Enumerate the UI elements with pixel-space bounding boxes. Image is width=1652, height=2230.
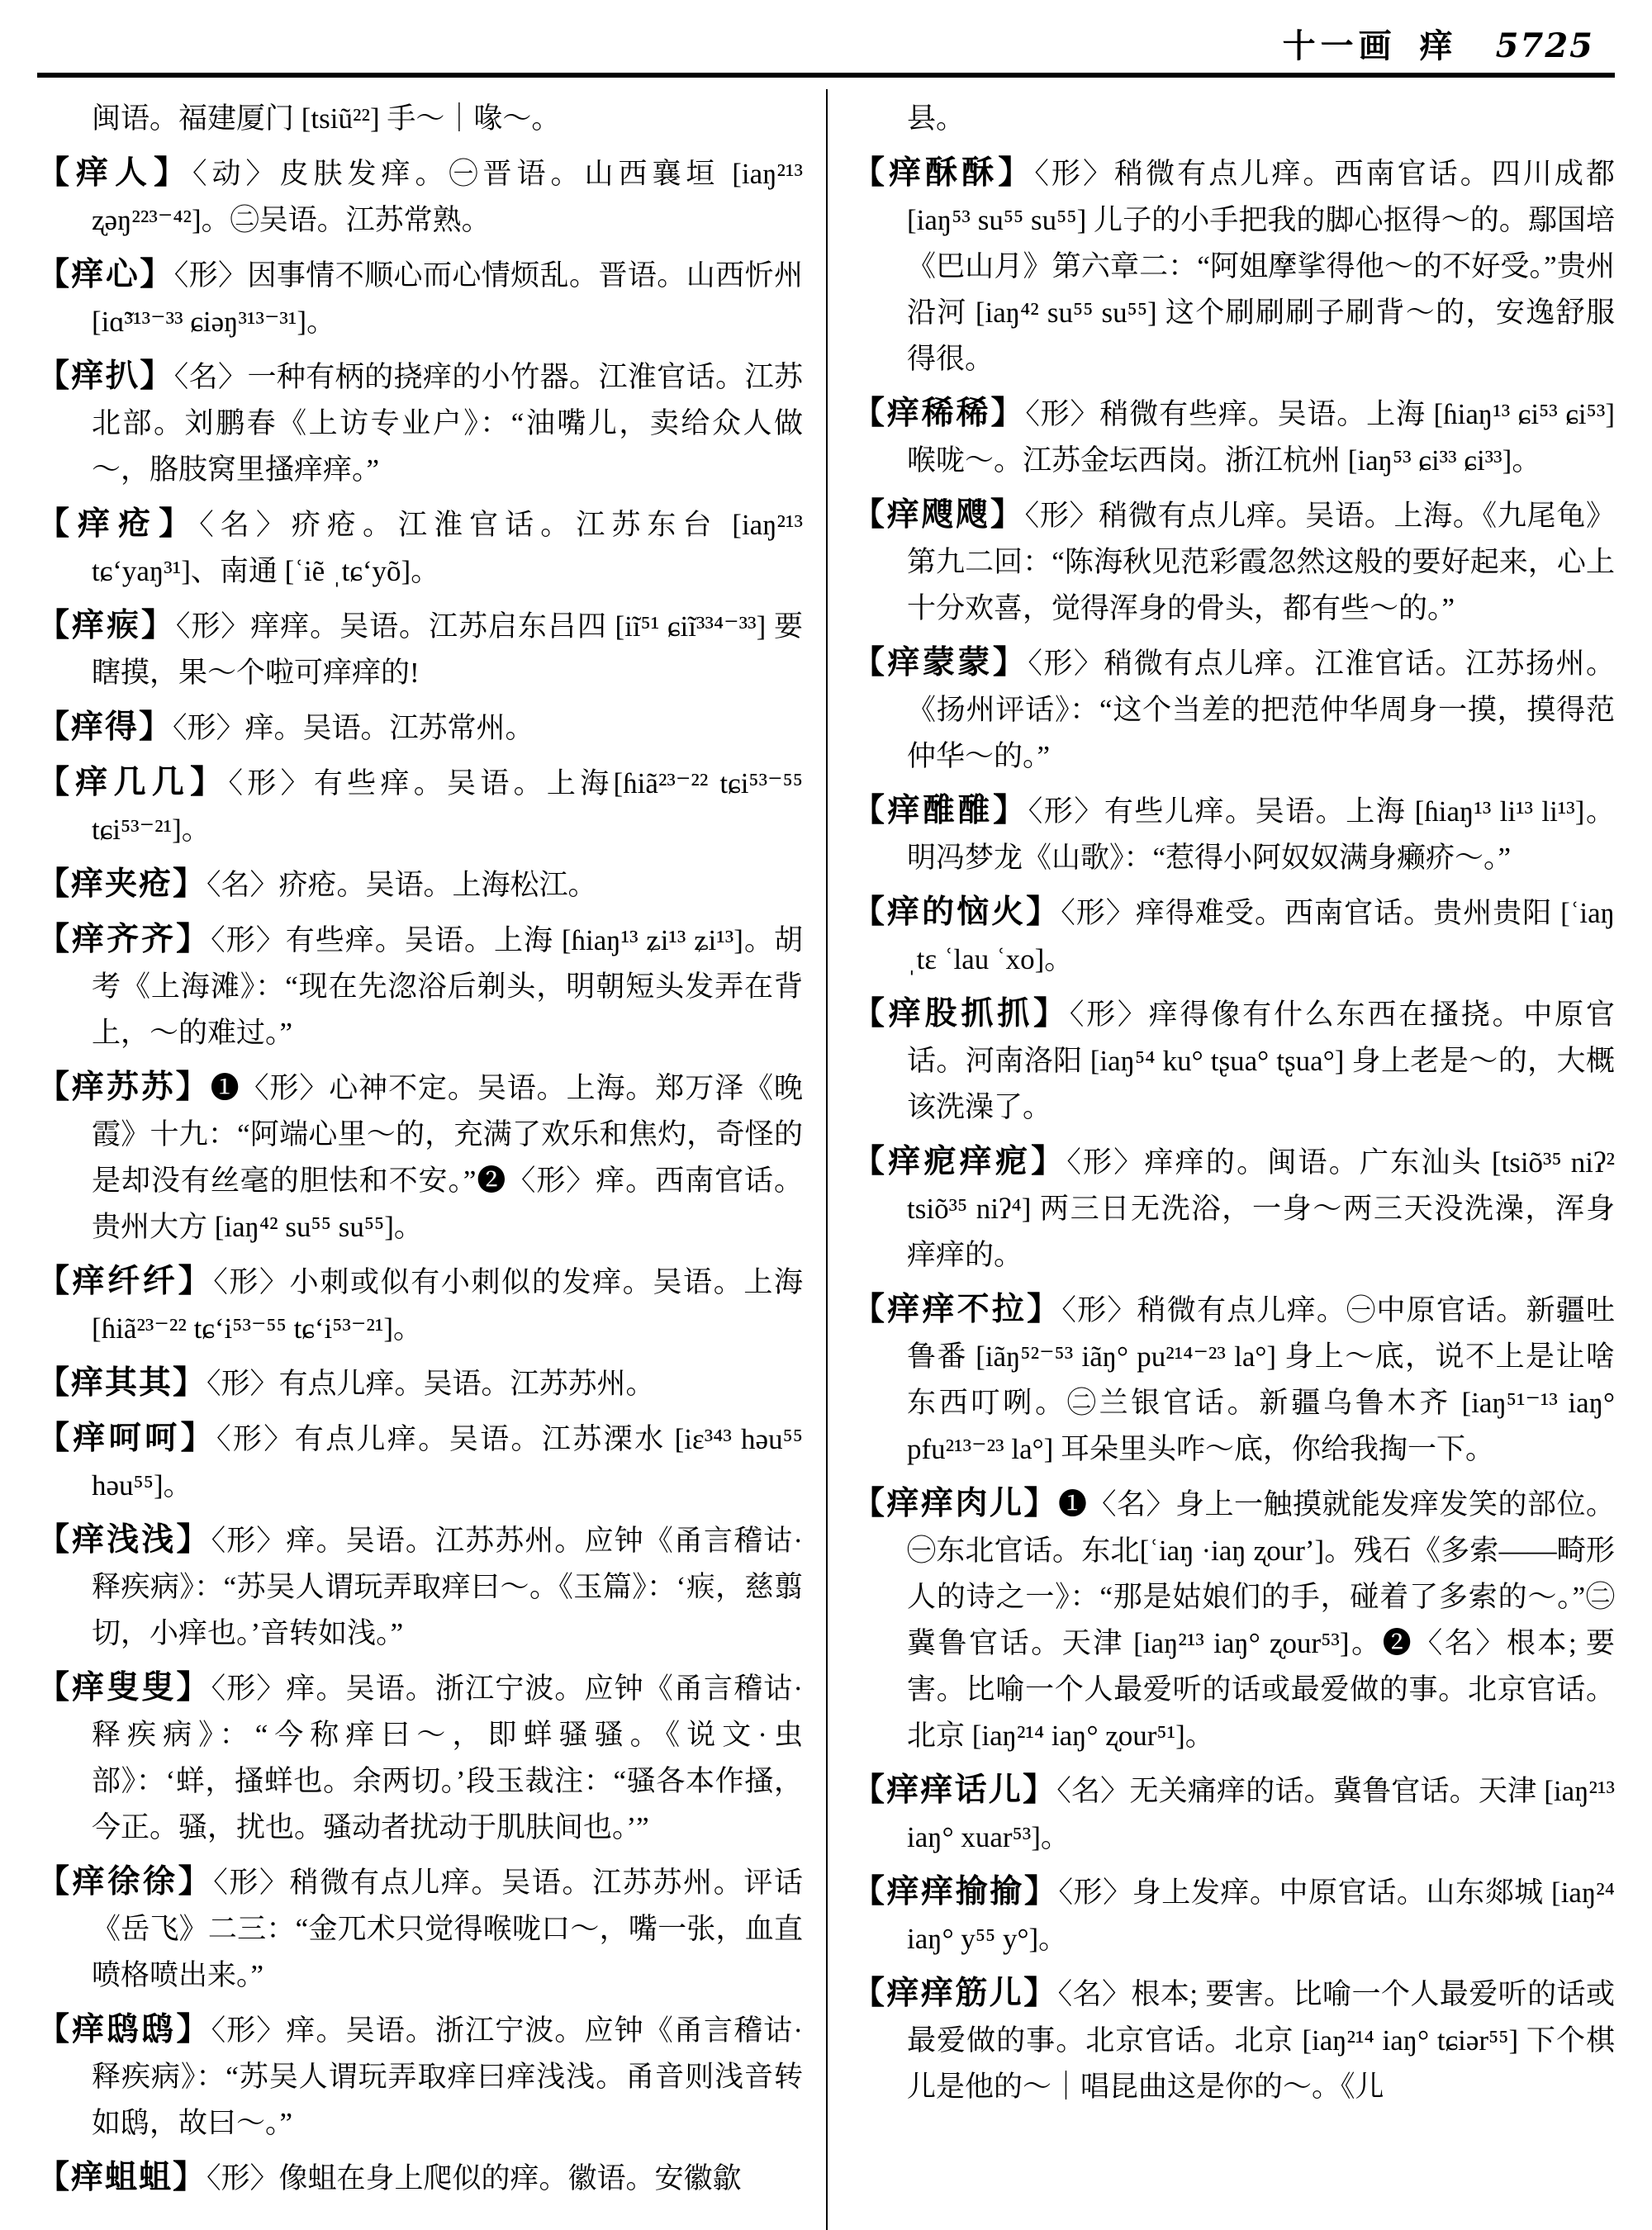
dict-entry bbox=[37, 2155, 803, 2202]
dict-entry bbox=[37, 2007, 803, 2147]
dict-entry bbox=[37, 760, 803, 853]
entry-body: 〈形〉有点儿痒。吴语。江苏溧水 [iɛ³⁴³ həu⁵⁵ həu⁵⁵]。 bbox=[92, 1423, 803, 1502]
dict-entry bbox=[852, 640, 1615, 780]
entry-headword: 【痒扒】 bbox=[37, 358, 174, 394]
running-head bbox=[1283, 20, 1594, 67]
entry-body: 〈形〉痒得难受。西南官话。贵州贵阳 [ʿiaŋ ˌtɛ ʿlau ʿxo]。 bbox=[907, 897, 1615, 975]
entry-headword: 【痒呵呵】 bbox=[37, 1421, 216, 1456]
dict-entry bbox=[37, 1065, 803, 1250]
entry-body: 〈形〉痒。吴语。浙江宁波。应钟《甬言稽诂·释疾病》：“今称痒曰～，即蛘骚骚。《说文·虫部》：‘蛘，搔蛘也。余两切。’段玉裁注：“骚各本作搔，今正。骚，扰也。骚动者扰动于肌肤间也。’” bbox=[92, 1672, 803, 1843]
dict-entry bbox=[852, 991, 1615, 1131]
left-column bbox=[37, 89, 826, 2230]
dict-entry bbox=[37, 1259, 803, 1352]
entry-headword: 【痒痒话儿】 bbox=[852, 1772, 1057, 1808]
dict-entry bbox=[852, 1869, 1615, 1962]
entry-body: 〈形〉稍微有点儿痒。吴语。上海。《九尾龟》第九二回：“陈海秋见范彩霞忽然这般的要好起来，心上十分欢喜，觉得浑身的骨头，都有些～的。” bbox=[907, 500, 1615, 624]
dict-entry bbox=[37, 353, 803, 493]
entry-body: 〈形〉痒得像有什么东西在搔挠。中原官话。河南洛阳 [iaŋ⁵⁴ ku° tʂua° tʂua°] 身上老是～的，大概该洗澡了。 bbox=[907, 999, 1615, 1123]
entry-body: 〈形〉痒。吴语。江苏苏州。应钟《甬言稽诂·释疾病》：“苏吴人谓玩弄取痒曰～。《玉篇》：‘𤶥，慈翦切，小痒也。’音转如浅。” bbox=[92, 1525, 803, 1649]
running-head-section: 十一画 bbox=[1282, 27, 1397, 64]
entry-body: ❶〈形〉心神不定。吴语。上海。郑万泽《晚霞》十九：“阿端心里～的，充满了欢乐和焦灼，奇怪的是却没有丝毫的胆怯和不安。”❷〈形〉痒。西南官话。贵州大方 [iaŋ⁴² su⁵⁵ su⁵⁵]。 bbox=[92, 1072, 803, 1243]
entry-body: 〈名〉根本; 要害。比喻一个人最爱听的话或最爱做的事。北京官话。北京 [iaŋ²¹⁴ iaŋ° tɕiər⁵⁵] 下个棋儿是他的～｜唱昆曲这是你的～。《儿 bbox=[907, 1978, 1615, 2103]
entry-headword: 【痒痆痒痆】 bbox=[852, 1144, 1067, 1179]
dict-entry bbox=[37, 150, 803, 244]
dict-entry bbox=[852, 890, 1615, 983]
entry-headword: 【痒徐徐】 bbox=[37, 1864, 214, 1900]
entry-body: 〈形〉痒痒的。闽语。广东汕头 [tsiõ³⁵ niʔ² tsiõ³⁵ niʔ⁴] 两三日无洗浴，一身～两三天没洗澡，浑身痒痒的。 bbox=[907, 1146, 1615, 1271]
entry-body: 〈形〉稍微有些痒。吴语。上海 [ɦiaŋ¹³ ɕi⁵³ ɕi⁵³] 喉咙～。江苏金坛西岗。浙江杭州 [iaŋ⁵³ ɕi³³ ɕi³³]。 bbox=[907, 398, 1615, 477]
dict-entry bbox=[37, 705, 803, 752]
entry-headword: 【痒痒不拉】 bbox=[852, 1292, 1062, 1327]
entry-headword: 【痒纤纤】 bbox=[37, 1264, 214, 1299]
entry-body: 〈形〉痒。吴语。浙江宁波。应钟《甬言稽诂·释疾病》：“苏吴人谓玩弄取痒曰痒浅浅。甬音则浅音转如鸱，故曰～。” bbox=[92, 2014, 803, 2139]
text-columns bbox=[37, 89, 1615, 2230]
entry-body: 〈形〉有些儿痒。吴语。上海 [ɦiaŋ¹³ li¹³ li¹³]。明冯梦龙《山歌》：“惹得小阿奴奴满身癞疥～。” bbox=[907, 795, 1615, 874]
entry-headword: 【痒浅浅】 bbox=[37, 1522, 211, 1558]
dict-entry bbox=[852, 1971, 1615, 2110]
entry-headword: 【痒鸱鸱】 bbox=[37, 2012, 211, 2047]
entry-body: 〈形〉痒痒。吴语。江苏启东吕四 [iĩ⁵¹ ɕiĩ³³⁴⁻³³] 要瞎摸，果～个啦可痒痒的! bbox=[92, 610, 803, 689]
dict-entry bbox=[852, 1767, 1615, 1861]
dict-entry bbox=[852, 1139, 1615, 1279]
entry-body: ❶〈名〉身上一触摸就能发痒发笑的部位。㊀东北官话。东北[ʿiaŋ ·iaŋ ʐourʼ]。残石《多索——畸形人的诗之一》：“那是姑娘们的手，碰着了多索的～。”㊁冀鲁官话。天津 [iaŋ²¹³ iaŋ° ʐour⁵³]。❷〈名〉根本; 要害。比喻一个人最爱听的话或最爱做的事。北京官话。北京 [iaŋ²¹⁴ iaŋ° ʐour⁵¹]。 bbox=[907, 1488, 1615, 1752]
entry-body: 〈形〉稍微有点儿痒。江淮官话。江苏扬州。《扬州评话》：“这个当差的把范仲华周身一摸，摸得范仲华～的。” bbox=[907, 648, 1615, 772]
dict-entry bbox=[852, 788, 1615, 881]
entry-headword: 【痒稀稀】 bbox=[852, 396, 1026, 431]
entry-headword: 【痒齐齐】 bbox=[37, 922, 211, 957]
entry-headword: 【痒𤶥】 bbox=[37, 608, 176, 643]
entry-headword: 【痒痒筋儿】 bbox=[852, 1976, 1058, 2011]
dict-entry bbox=[852, 1481, 1615, 1759]
entry-body: 〈形〉有点儿痒。吴语。江苏苏州。 bbox=[206, 1368, 655, 1400]
entry-headword: 【痒醀醀】 bbox=[852, 793, 1028, 828]
entry-body: 〈形〉稍微有点儿痒。西南官话。四川成都 [iaŋ⁵³ su⁵⁵ su⁵⁵] 儿子的小手把我的脚心抠得～的。鄢国培《巴山月》第六章二：“阿姐摩挲得他～的不好受。”贵州沿河 [iaŋ⁴² su⁵⁵ su⁵⁵] 这个刷刷刷子刷背～的，安逸舒服得很。 bbox=[907, 158, 1615, 375]
entry-headword: 【痒苏苏】 bbox=[37, 1070, 211, 1105]
entry-body: 〈名〉一种有柄的挠痒的小竹器。江淮官话。江苏北部。刘鹏春《上访专业户》：“油嘴儿，卖给众人做～，胳肢窝里搔痒痒。” bbox=[92, 361, 803, 486]
dict-entry bbox=[37, 861, 803, 909]
entry-body: 〈形〉小刺或似有小刺似的发痒。吴语。上海 [ɦiã²³⁻²² tɕ‘i⁵³⁻⁵⁵ tɕ‘i⁵³⁻²¹]。 bbox=[92, 1266, 803, 1345]
dict-entry bbox=[37, 1517, 803, 1657]
entry-body: 〈形〉有些痒。吴语。上海 [ɦiaŋ¹³ ʑi¹³ ʑi¹³]。胡考《上海滩》：“现在先淴浴后剃头，明朝短头发弄在背上，～的难过。” bbox=[92, 924, 803, 1049]
entry-headword: 【痒得】 bbox=[37, 709, 173, 745]
entry-headword: 【痒疮】 bbox=[37, 506, 200, 542]
entry-headword: 【痒酥酥】 bbox=[852, 155, 1035, 191]
dict-entry bbox=[37, 603, 803, 696]
entry-headword: 【痒的恼火】 bbox=[852, 894, 1061, 930]
entry-body: 〈动〉皮肤发痒。㊀晋语。山西襄垣 [iaŋ²¹³ ʐəŋ²²³⁻⁴²]。㊁吴语。江苏常熟。 bbox=[92, 158, 803, 236]
entry-body: 〈形〉像蛆在身上爬似的痒。徽语。安徽歙 bbox=[206, 2162, 742, 2194]
entry-headword: 【痒心】 bbox=[37, 257, 174, 292]
entry-body: 〈形〉痒。吴语。江苏常州。 bbox=[173, 712, 534, 744]
continuation-line: 县。 bbox=[907, 102, 966, 135]
dict-entry bbox=[852, 150, 1615, 382]
dict-entry bbox=[37, 501, 803, 595]
entry-body: 〈名〉疥疮。江淮官话。江苏东台 [iaŋ²¹³ tɕ‘yaŋ³¹]、南通 [ʿiẽ ˌtɕ‘yõ]。 bbox=[92, 509, 803, 587]
entry-body: 〈形〉身上发痒。中原官话。山东郯城 [iaŋ²⁴ iaŋ° y⁵⁵ y°]。 bbox=[907, 1877, 1615, 1955]
running-head-character: 痒 bbox=[1419, 27, 1458, 64]
dict-entry bbox=[852, 391, 1615, 484]
entry-headword: 【痒夹疮】 bbox=[37, 866, 207, 902]
entry-body: 〈名〉疥疮。吴语。上海松江。 bbox=[206, 869, 597, 901]
entry-body: 〈形〉因事情不顺心而心情烦乱。晋语。山西忻州 [iɑ̃³¹³⁻³³ ɕiəŋ³¹³⁻³¹]。 bbox=[92, 259, 803, 338]
header-rule bbox=[37, 73, 1615, 78]
entry-headword: 【痒痒肉儿】 bbox=[852, 1486, 1058, 1521]
dict-entry bbox=[37, 1665, 803, 1851]
entry-body: 〈形〉稍微有点儿痒。㊀中原官话。新疆吐鲁番 [iãŋ⁵²⁻⁵³ iãŋ° pu²¹⁴⁻²³ la°] 身上～底，说不上是让啥东西叮咧。㊁兰银官话。新疆乌鲁木齐 [iaŋ⁵¹⁻¹³ iaŋ° pfu²¹³⁻²³ la°] 耳朵里头咋～底，你给我掏一下。 bbox=[907, 1294, 1615, 1465]
entry-headword: 【痒蛆蛆】 bbox=[37, 2160, 207, 2195]
entry-headword: 【痒股抓抓】 bbox=[852, 996, 1070, 1032]
entry-headword: 【痒蒙蒙】 bbox=[852, 645, 1028, 681]
entry-headword: 【痒叟叟】 bbox=[37, 1670, 211, 1706]
entry-headword: 【痒几几】 bbox=[37, 765, 229, 800]
dict-entry bbox=[37, 917, 803, 1056]
entry-body: 〈名〉无关痛痒的话。冀鲁官话。天津 [iaŋ²¹³ iaŋ° xuar⁵³]。 bbox=[907, 1775, 1615, 1853]
dict-entry bbox=[37, 1416, 803, 1509]
dict-entry bbox=[37, 252, 803, 345]
right-column bbox=[826, 89, 1615, 2230]
entry-body: 〈形〉稍微有点儿痒。吴语。江苏苏州。评话《岳飞》二三：“金兀术只觉得喉咙口～，嘴一张，血直喷格喷出来。” bbox=[92, 1867, 803, 1991]
entry-body: 〈形〉有些痒。吴语。上海[ɦiã²³⁻²² tɕi⁵³⁻⁵⁵ tɕi⁵³⁻²¹]。 bbox=[92, 767, 803, 846]
dict-entry bbox=[852, 492, 1615, 632]
dict-entry bbox=[37, 1360, 803, 1407]
entry-headword: 【痒其其】 bbox=[37, 1365, 207, 1401]
page-number: 5725 bbox=[1495, 26, 1594, 65]
entry-headword: 【痒飕飕】 bbox=[852, 497, 1025, 533]
continuation-line: 闽语。福建厦门 [tsiũ²²] 手～｜喙～。 bbox=[92, 102, 561, 135]
entry-headword: 【痒人】 bbox=[37, 155, 193, 191]
dict-entry bbox=[852, 1287, 1615, 1473]
dict-entry bbox=[37, 1859, 803, 1999]
entry-headword: 【痒痒揄揄】 bbox=[852, 1874, 1059, 1910]
